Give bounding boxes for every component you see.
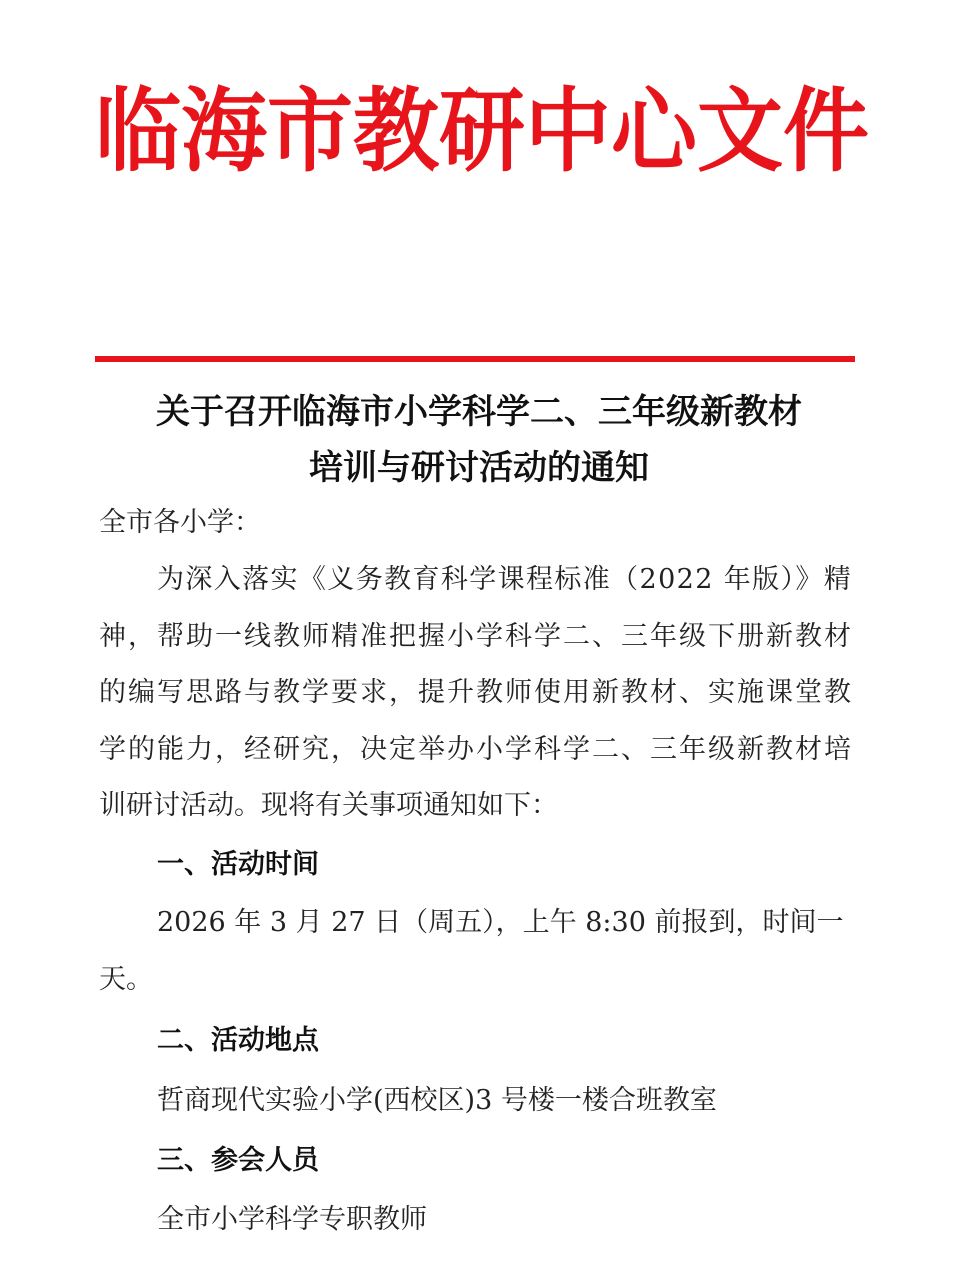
masthead-char: 件: [783, 79, 869, 185]
masthead-char: 文: [697, 79, 783, 185]
attendees-text: 全市小学科学专职教师: [157, 1204, 427, 1235]
masthead-char: 心: [611, 79, 697, 185]
masthead-char: 市: [267, 79, 353, 185]
intro-line-5: 训研讨活动。现将有关事项通知如下：: [99, 790, 558, 821]
red-separator-rule: [95, 356, 855, 362]
intro-line-4: 学的能力，经研究，决定举办小学科学二、三年级新教材培: [99, 734, 853, 765]
masthead-char: 海: [181, 79, 267, 185]
place-text: 哲商现代实验小学(西校区)3 号楼一楼合班教室: [157, 1085, 717, 1116]
masthead-char: 中: [525, 79, 611, 185]
intro-line-3: 的编写思路与教学要求，提升教师使用新教材、实施课堂教: [99, 677, 853, 708]
notice-title-line-2: 培训与研讨活动的通知: [309, 448, 649, 488]
section-heading-attendees: 三、参会人员: [157, 1145, 319, 1176]
section-heading-time: 一、活动时间: [157, 849, 319, 880]
time-line-1: 2026 年 3 月 27 日（周五），上午 8:30 前报到，时间一: [157, 907, 844, 938]
time-line-2: 天。: [99, 964, 153, 995]
masthead-char: 教: [353, 79, 439, 185]
masthead-char: 研: [439, 79, 525, 185]
document-masthead: [95, 79, 869, 185]
intro-line-2: 神，帮助一线教师精准把握小学科学二、三年级下册新教材: [99, 621, 853, 652]
section-heading-place: 二、活动地点: [157, 1025, 319, 1056]
masthead-char: 临: [95, 79, 181, 185]
notice-title-line-1: 关于召开临海市小学科学二、三年级新教材: [156, 392, 802, 432]
intro-line-1: 为深入落实《义务教育科学课程标准（2022 年版）》精: [157, 564, 853, 595]
salutation: 全市各小学：: [99, 507, 261, 538]
